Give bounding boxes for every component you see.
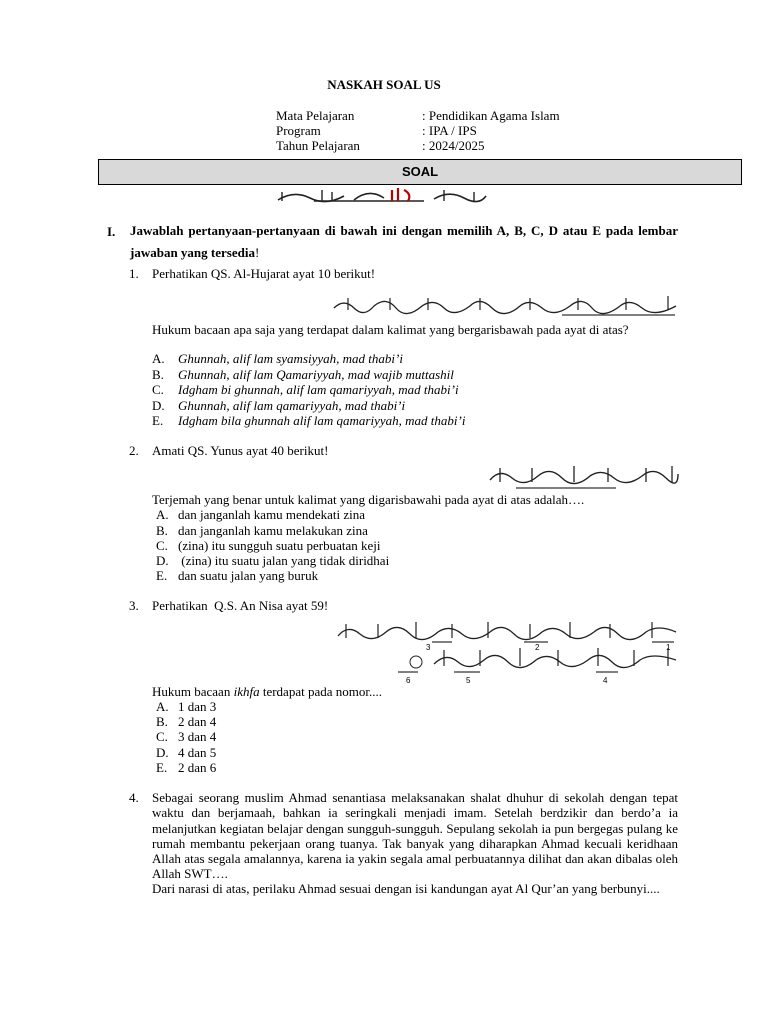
question-3-text [152, 684, 382, 700]
verse-yunus-40 [486, 462, 680, 490]
question-1-option-d-letter: D. [152, 398, 165, 413]
question-1-text: Hukum bacaan apa saja yang terdapat dalam kalimat yang bergarisbawah pada ayat di atas? [152, 322, 629, 337]
question-2-option-c-letter: C. [156, 538, 168, 553]
question-1-option-a: Ghunnah, alif lam syamsiyyah, mad thabi’i [178, 351, 403, 366]
question-3-option-c-letter: C. [156, 729, 168, 744]
question-1-option-a-letter: A. [152, 351, 165, 366]
question-1-option-b: Ghunnah, alif lam Qamariyyah, mad wajib muttashil [178, 367, 454, 382]
question-4-narrative: Sebagai seorang muslim Ahmad senantiasa melaksanakan shalat dhuhur di sekolah dengan tepat waktu dan berjamaah, bahkan ia seringkali menjadi imam. Setelah berdzikir dan berdo’a ia melanjutkan kegiatan belajar dengan sungguh-sungguh. Sepulang sekolah ia pun bergegas pulang ke rumah membantu pekerjaan orang tuanya. Tak banyak yang diharapkan Ahmad kecuali keridhaan Allah atas segala amalannya, karena ia yakin segala amal perbuatannya dilihat dan akan dibalas oleh Allah SWT…. [152, 790, 678, 882]
instruction-text: Jawablah pertanyaan-pertanyaan di bawah ini dengan memilih A, B, C, D atau E pada lembar jawaban yang tersedia [130, 223, 678, 260]
question-2-option-b-letter: B. [156, 523, 168, 538]
verse-al-hujurat-10 [330, 292, 680, 318]
question-2-option-e-letter: E. [156, 568, 168, 583]
soal-header-bar: SOAL [98, 159, 742, 185]
verse-an-nisa-59 [334, 620, 680, 676]
page-title: NASKAH SOAL US [327, 77, 441, 92]
verse-number-3: 3 [426, 643, 431, 652]
question-3-prompt: Perhatikan Q.S. An Nisa ayat 59! [152, 598, 329, 613]
question-2-option-a: dan janganlah kamu mendekati zina [178, 507, 365, 522]
question-2-option-e: dan suatu jalan yang buruk [178, 568, 319, 583]
meta-label-program: Program [276, 123, 321, 138]
meta-value-year: : 2024/2025 [422, 138, 485, 153]
question-3-option-b-letter: B. [156, 714, 168, 729]
question-3-text-em: ikhfa [233, 684, 260, 699]
question-4-text: Dari narasi di atas, perilaku Ahmad sesuai dengan isi kandungan ayat Al Qur’an yang berbunyi.... [152, 881, 660, 896]
verse-number-1: 1 [666, 643, 671, 652]
question-1-option-c-letter: C. [152, 382, 164, 397]
meta-label-subject: Mata Pelajaran [276, 108, 355, 123]
question-2-option-d: (zina) itu suatu jalan yang tidak diridhai [178, 553, 390, 568]
meta-label-year: Tahun Pelajaran [276, 138, 360, 153]
question-3-text-pre: Hukum bacaan [152, 684, 234, 699]
verse-number-5: 5 [466, 676, 471, 685]
question-1-prompt: Perhatikan QS. Al-Hujarat ayat 10 berikut! [152, 266, 376, 281]
question-1-option-e: Idgham bila ghunnah alif lam qamariyyah, mad thabi’i [178, 413, 466, 428]
question-2-option-c: (zina) itu sungguh suatu perbuatan keji [178, 538, 381, 553]
question-2-option-d-letter: D. [156, 553, 169, 568]
question-2-prompt: Amati QS. Yunus ayat 40 berikut! [152, 443, 329, 458]
basmalah-calligraphy [274, 184, 490, 206]
verse-number-4: 4 [603, 676, 608, 685]
question-2-option-b: dan janganlah kamu melakukan zina [178, 523, 368, 538]
question-4-number: 4. [129, 790, 139, 805]
question-3-option-e-letter: E. [156, 760, 168, 775]
question-3-option-a: 1 dan 3 [178, 699, 217, 714]
question-2-number: 2. [129, 443, 139, 458]
meta-value-program: : IPA / IPS [422, 123, 477, 138]
question-3-option-d: 4 dan 5 [178, 745, 217, 760]
question-3-option-d-letter: D. [156, 745, 169, 760]
question-1-option-b-letter: B. [152, 367, 164, 382]
question-3-option-c: 3 dan 4 [178, 729, 217, 744]
question-3-option-e: 2 dan 6 [178, 760, 217, 775]
instruction-end: ! [254, 245, 260, 260]
question-2-option-a-letter: A. [156, 507, 169, 522]
verse-number-2: 2 [535, 643, 540, 652]
question-3-number: 3. [129, 598, 139, 613]
verse-number-6: 6 [406, 676, 411, 685]
question-1-option-c: Idgham bi ghunnah, alif lam qamariyyah, mad thabi’i [178, 382, 459, 397]
question-3-option-a-letter: A. [156, 699, 169, 714]
question-2-text: Terjemah yang benar untuk kalimat yang digarisbawahi pada ayat di atas adalah…. [152, 492, 585, 507]
meta-value-subject: : Pendidikan Agama Islam [422, 108, 560, 123]
question-3-option-b: 2 dan 4 [178, 714, 217, 729]
question-1-option-e-letter: E. [152, 413, 164, 428]
section-instruction [130, 220, 678, 264]
question-3-text-post: terdapat pada nomor.... [259, 684, 382, 699]
question-1-number: 1. [129, 266, 139, 281]
question-1-option-d: Ghunnah, alif lam qamariyyah, mad thabi’i [178, 398, 406, 413]
section-number: I. [107, 224, 116, 239]
